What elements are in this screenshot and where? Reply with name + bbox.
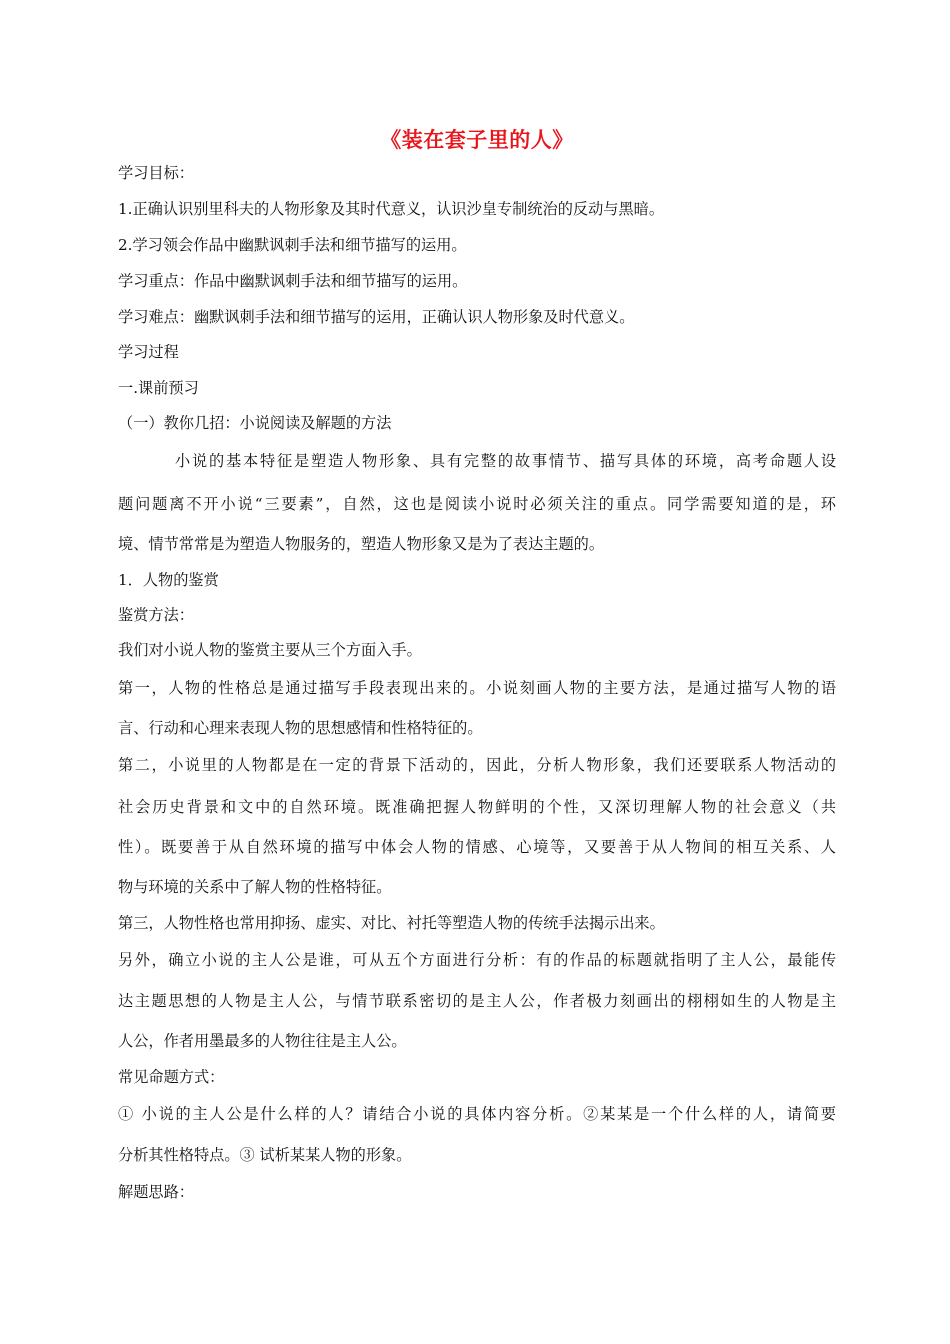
learning-process-heading: 学习过程: [118, 343, 179, 361]
paragraph-intro-line-2: 题问题离不开小说“三要素”，自然，这也是阅读小说时必须关注的重点。同学需要知道的是，环: [118, 495, 836, 513]
key-points: 学习重点：作品中幽默讽刺手法和细节描写的运用。: [118, 272, 468, 290]
character-appreciation-heading: 1．人物的鉴赏: [118, 571, 219, 589]
paragraph-intro-line-3: 境、情节常常是为塑造人物服务的，塑造人物形象又是为了表达主题的。: [118, 535, 604, 553]
section-preview-heading: 一.课前预习: [118, 379, 199, 397]
protagonist-line-1: 另外，确立小说的主人公是谁，可从五个方面进行分析：有的作品的标题就指明了主人公，最能传: [118, 951, 836, 969]
second-point-line-2: 社会历史背景和文中的自然环境。既准确把握人物鲜明的个性，又深切理解人物的社会意义（共: [118, 798, 836, 816]
protagonist-line-3: 人公，作者用墨最多的人物往往是主人公。: [118, 1032, 407, 1050]
goal-item-2: 2.学习领会作品中幽默讽刺手法和细节描写的运用。: [118, 236, 467, 254]
solution-approach-label: 解题思路：: [118, 1183, 194, 1201]
document-title: 《装在套子里的人》: [380, 127, 574, 152]
appreciation-method-label: 鉴赏方法：: [118, 606, 194, 624]
protagonist-line-2: 达主题思想的人物是主人公，与情节联系密切的是主人公，作者极力刻画出的栩栩如生的人物是主: [118, 992, 836, 1010]
paragraph-intro-line-1: 小说的基本特征是塑造人物形象、具有完整的故事情节、描写具体的环境，高考命题人设: [175, 452, 836, 470]
learning-goals-heading: 学习目标：: [118, 164, 194, 182]
question-types-line-1: ① 小说的主人公是什么样的人？请结合小说的具体内容分析。②某某是一个什么样的人，请简要: [118, 1105, 836, 1123]
second-point-line-3: 性）。既要善于从自然环境的描写中体会人物的情感、心境等，又要善于从人物间的相互关系、人: [118, 838, 836, 856]
goal-item-1: 1.正确认识别里科夫的人物形象及其时代意义，认识沙皇专制统治的反动与黑暗。: [118, 200, 665, 218]
third-point: 第三，人物性格也常用抑扬、虚实、对比、衬托等塑造人物的传统手法揭示出来。: [118, 914, 665, 932]
first-point-line-1: 第一，人物的性格总是通过描写手段表现出来的。小说刻画人物的主要方法，是通过描写人物的语: [118, 679, 836, 697]
question-types-label: 常见命题方式：: [118, 1068, 225, 1086]
first-point-line-2: 言、行动和心理来表现人物的思想感情和性格特征的。: [118, 719, 483, 737]
question-types-line-2: 分析其性格特点。③ 试析某某人物的形象。: [118, 1146, 412, 1164]
appreciation-intro: 我们对小说人物的鉴赏主要从三个方面入手。: [118, 641, 422, 659]
second-point-line-1: 第二，小说里的人物都是在一定的背景下活动的，因此，分析人物形象，我们还要联系人物活动的: [118, 756, 836, 774]
difficult-points: 学习难点：幽默讽刺手法和细节描写的运用，正确认识人物形象及时代意义。: [118, 308, 635, 326]
second-point-line-4: 物与环境的关系中了解人物的性格特征。: [118, 878, 392, 896]
subsection-heading: （一）教你几招：小说阅读及解题的方法: [118, 414, 392, 432]
